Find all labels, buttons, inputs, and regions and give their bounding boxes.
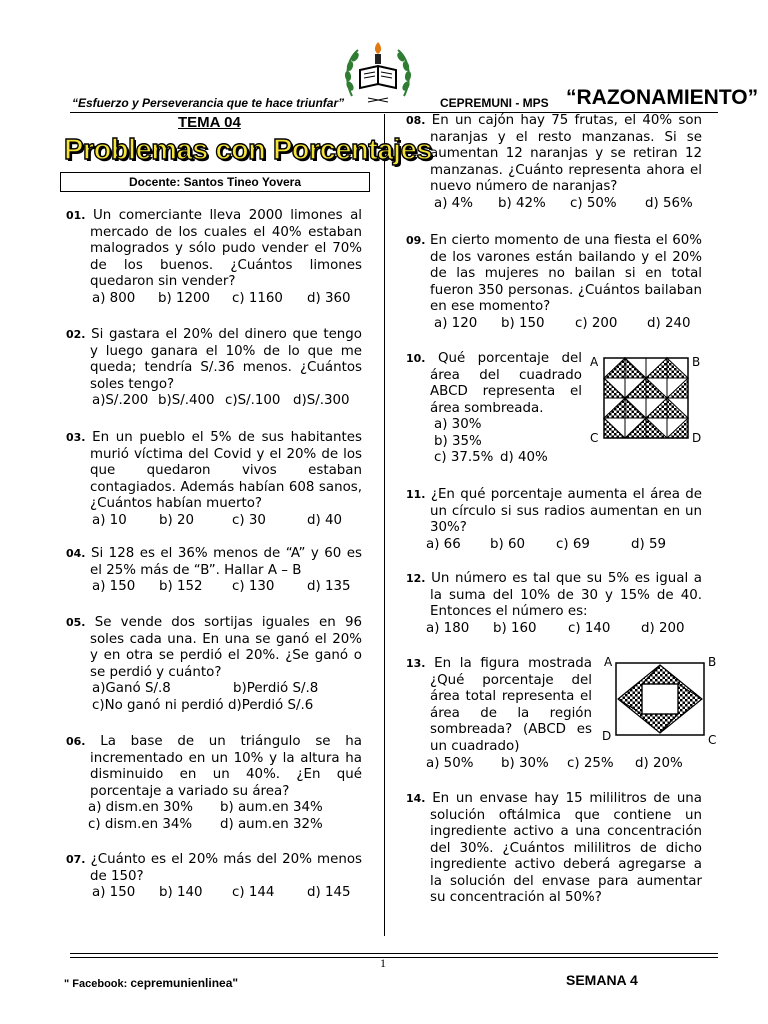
column-divider bbox=[384, 114, 385, 936]
option-c: c) 130 bbox=[232, 579, 275, 594]
option-c: c) 69 bbox=[556, 536, 590, 552]
vertex-label-c: C bbox=[708, 733, 717, 744]
option-a: a) 30% bbox=[434, 417, 482, 432]
header-institution: CEPREMUNI - MPS bbox=[440, 96, 549, 110]
option-b: b) 160 bbox=[493, 620, 537, 636]
option-c: c) 37.5% bbox=[434, 450, 494, 465]
question-number: 14. bbox=[406, 792, 426, 805]
question-05 bbox=[66, 615, 362, 714]
option-a: a) dism.en 30% bbox=[88, 800, 193, 815]
option-b: b) 152 bbox=[159, 579, 203, 594]
option-d: d) 20% bbox=[635, 756, 683, 771]
page-title: Problemas con Porcentajes bbox=[64, 134, 432, 166]
question-text: ¿Cuánto es el 20% más del 20% menos de 150? bbox=[90, 852, 362, 884]
question-08 bbox=[406, 113, 702, 212]
footer-rule-bottom bbox=[70, 957, 718, 958]
question-13 bbox=[406, 656, 592, 755]
question-text: Si 128 es el 36% menos de “A” y 60 es el 25% más de “B”. Hallar A – B bbox=[90, 546, 362, 578]
option-d: d) 145 bbox=[307, 885, 351, 900]
question-number: 12. bbox=[406, 572, 426, 585]
question-text: Si gastara el 20% del dinero que tengo y luego ganara el 10% de lo que me queda; tendría S/.36 menos. ¿Cuántos soles tengo? bbox=[90, 327, 362, 392]
option-c: c)S/.100 bbox=[225, 393, 281, 408]
option-b: b) 30% bbox=[501, 756, 549, 771]
option-a: a) 120 bbox=[434, 315, 478, 331]
option-d: d) aum.en 32% bbox=[220, 816, 323, 832]
option-c: c) 50% bbox=[570, 195, 617, 211]
question-number: 02. bbox=[66, 328, 86, 341]
option-a: a) 150 bbox=[92, 885, 136, 900]
header-subject: “RAZONAMIENTO” bbox=[566, 86, 759, 109]
option-a: a) 50% bbox=[426, 756, 474, 771]
option-d: d)Perdió S/.6 bbox=[228, 697, 314, 713]
question-text: Qué porcentaje del área del cuadrado ABCD representa el área sombreada. bbox=[430, 351, 582, 416]
option-c: c) dism.en 34% bbox=[88, 816, 193, 832]
footer-rule-top bbox=[70, 953, 718, 954]
question-number: 13. bbox=[406, 657, 426, 670]
option-d: d)S/.300 bbox=[293, 393, 350, 408]
option-b: b) 20 bbox=[159, 512, 195, 528]
question-03 bbox=[66, 430, 362, 529]
docente-box: Docente: Santos Tineo Yovera bbox=[60, 172, 370, 192]
option-a: a)S/.200 bbox=[92, 393, 149, 408]
option-a: a) 800 bbox=[92, 290, 136, 306]
option-d: d) 135 bbox=[307, 579, 351, 594]
option-a: a) 4% bbox=[434, 195, 473, 211]
page-number: 1 bbox=[380, 956, 386, 970]
option-c: c)No ganó ni perdió bbox=[92, 697, 224, 713]
vertex-label-b: B bbox=[692, 355, 701, 369]
question-text: En un cajón hay 75 frutas, el 40% son naranjas y el resto manzanas. Si se aumentan 12 naranjas y se retiran 12 manzanas. ¿Cuánto representa ahora el nuevo número de naranjas? bbox=[430, 113, 702, 194]
header-motto: “Esfuerzo y Perseverancia que te hace triunfar” bbox=[72, 96, 345, 110]
option-d: d) 360 bbox=[307, 290, 351, 306]
option-c: c) 25% bbox=[567, 756, 614, 771]
option-a: a) 150 bbox=[92, 579, 136, 594]
option-b: b)Perdió S/.8 bbox=[233, 681, 319, 696]
question-text: La base de un triángulo se ha incrementado en un 10% y la altura ha disminuido en un 40%. ¿En qué porcentaje a variado su área? bbox=[90, 734, 362, 799]
vertex-label-d: D bbox=[692, 431, 702, 445]
question-10 bbox=[406, 351, 582, 467]
facebook-prefix: " Facebook: bbox=[64, 978, 128, 990]
question-text: En cierto momento de una fiesta el 60% de los varones están bailando y el 20% de las mujeres no bailan si en total fueron 350 personas. ¿Cuántos bailaban en ese momento? bbox=[430, 233, 702, 314]
option-b: b) aum.en 34% bbox=[220, 800, 323, 815]
option-c: c) 200 bbox=[575, 315, 618, 331]
option-a: a) 180 bbox=[426, 620, 470, 636]
option-b: b) 42% bbox=[498, 195, 546, 211]
question-text: ¿En qué porcentaje aumenta el área de un círculo si sus radios aumentan en un 30%? bbox=[430, 487, 702, 535]
option-d: d) 240 bbox=[647, 315, 691, 331]
option-b: b)S/.400 bbox=[158, 393, 215, 408]
option-d: d) 200 bbox=[641, 620, 685, 636]
question-02 bbox=[66, 327, 362, 410]
question-text: Se vende dos sortijas iguales en 96 soles cada una. En una se ganó el 20% y en otra se perdió el 20%. ¿Se ganó o se perdió y cuánto? bbox=[90, 615, 362, 680]
question-number: 07. bbox=[66, 853, 86, 866]
vertex-label-d: D bbox=[602, 729, 612, 743]
question-11 bbox=[406, 487, 702, 553]
option-c: c) 140 bbox=[568, 620, 611, 636]
question-number: 11. bbox=[406, 488, 426, 501]
question-text: Un comerciante lleva 2000 limones al mercado de los cuales el 40% estaban malogrados y sólo pudo vender el 70% de los buenos. ¿Cuántos limones quedaron sin vender? bbox=[90, 208, 362, 289]
option-b: b) 140 bbox=[159, 885, 203, 900]
option-b: b) 1200 bbox=[158, 290, 211, 306]
question-text: En un envase hay 15 mililitros de una solución oftálmica que contiene un ingrediente activo a una concentración del 30%. ¿Cuántos mililitros de dicho ingrediente activo deberá agregarse a la solución del envase para aumentar su concentración al 50%? bbox=[430, 791, 703, 905]
option-a: a) 10 bbox=[92, 512, 127, 528]
option-d: d) 56% bbox=[645, 195, 693, 211]
question-number: 10. bbox=[406, 352, 426, 365]
tema-label: TEMA 04 bbox=[178, 114, 241, 131]
question-text: Un número es tal que su 5% es igual a la suma del 10% de 30 y 15% de 40. Entonces el número es: bbox=[430, 571, 702, 619]
option-b: b) 35% bbox=[434, 433, 482, 449]
question-number: 06. bbox=[66, 735, 86, 748]
question-07 bbox=[66, 852, 362, 902]
question-number: 09. bbox=[406, 234, 426, 247]
question-13-options bbox=[426, 756, 683, 773]
figure-q13 bbox=[600, 654, 724, 744]
option-b: b) 60 bbox=[490, 536, 526, 552]
question-04 bbox=[66, 546, 362, 596]
vertex-label-c: C bbox=[590, 431, 599, 445]
question-12 bbox=[406, 571, 702, 637]
option-c: c) 1160 bbox=[232, 290, 283, 306]
question-number: 04. bbox=[66, 547, 86, 560]
cepremuni-logo bbox=[342, 40, 414, 106]
option-a: a) 66 bbox=[426, 536, 461, 552]
question-number: 01. bbox=[66, 209, 86, 222]
option-d: d) 59 bbox=[631, 536, 667, 552]
question-number: 05. bbox=[66, 616, 86, 629]
question-text: En un pueblo el 5% de sus habitantes murió víctima del Covid y el 20% de los que quedaron vivos estaban contagiados. Además habían 608 sanos, ¿Cuántos habían muerto? bbox=[90, 430, 362, 511]
question-01 bbox=[66, 208, 362, 307]
footer-facebook bbox=[64, 976, 238, 990]
footer-week: SEMANA 4 bbox=[566, 972, 638, 988]
vertex-label-a: A bbox=[604, 655, 613, 669]
vertex-label-a: A bbox=[590, 355, 599, 369]
question-number: 03. bbox=[66, 431, 86, 444]
vertex-label-b: B bbox=[708, 655, 717, 669]
question-number: 08. bbox=[406, 114, 426, 127]
option-c: c) 30 bbox=[232, 512, 266, 528]
question-14 bbox=[406, 791, 702, 907]
question-text: En la figura mostrada ¿Qué porcentaje del área total representa el área de la región sombreada? (ABCD es un cuadrado) bbox=[430, 656, 592, 754]
option-a: a)Ganó S/.8 bbox=[92, 681, 171, 696]
facebook-handle: cepremunienlinea" bbox=[130, 976, 239, 990]
option-c: c) 144 bbox=[232, 885, 275, 900]
option-d: d) 40% bbox=[500, 450, 548, 465]
option-d: d) 40 bbox=[307, 512, 343, 528]
figure-q10 bbox=[588, 352, 708, 446]
question-09 bbox=[406, 233, 702, 332]
question-06 bbox=[66, 734, 362, 833]
option-b: b) 150 bbox=[501, 315, 545, 331]
